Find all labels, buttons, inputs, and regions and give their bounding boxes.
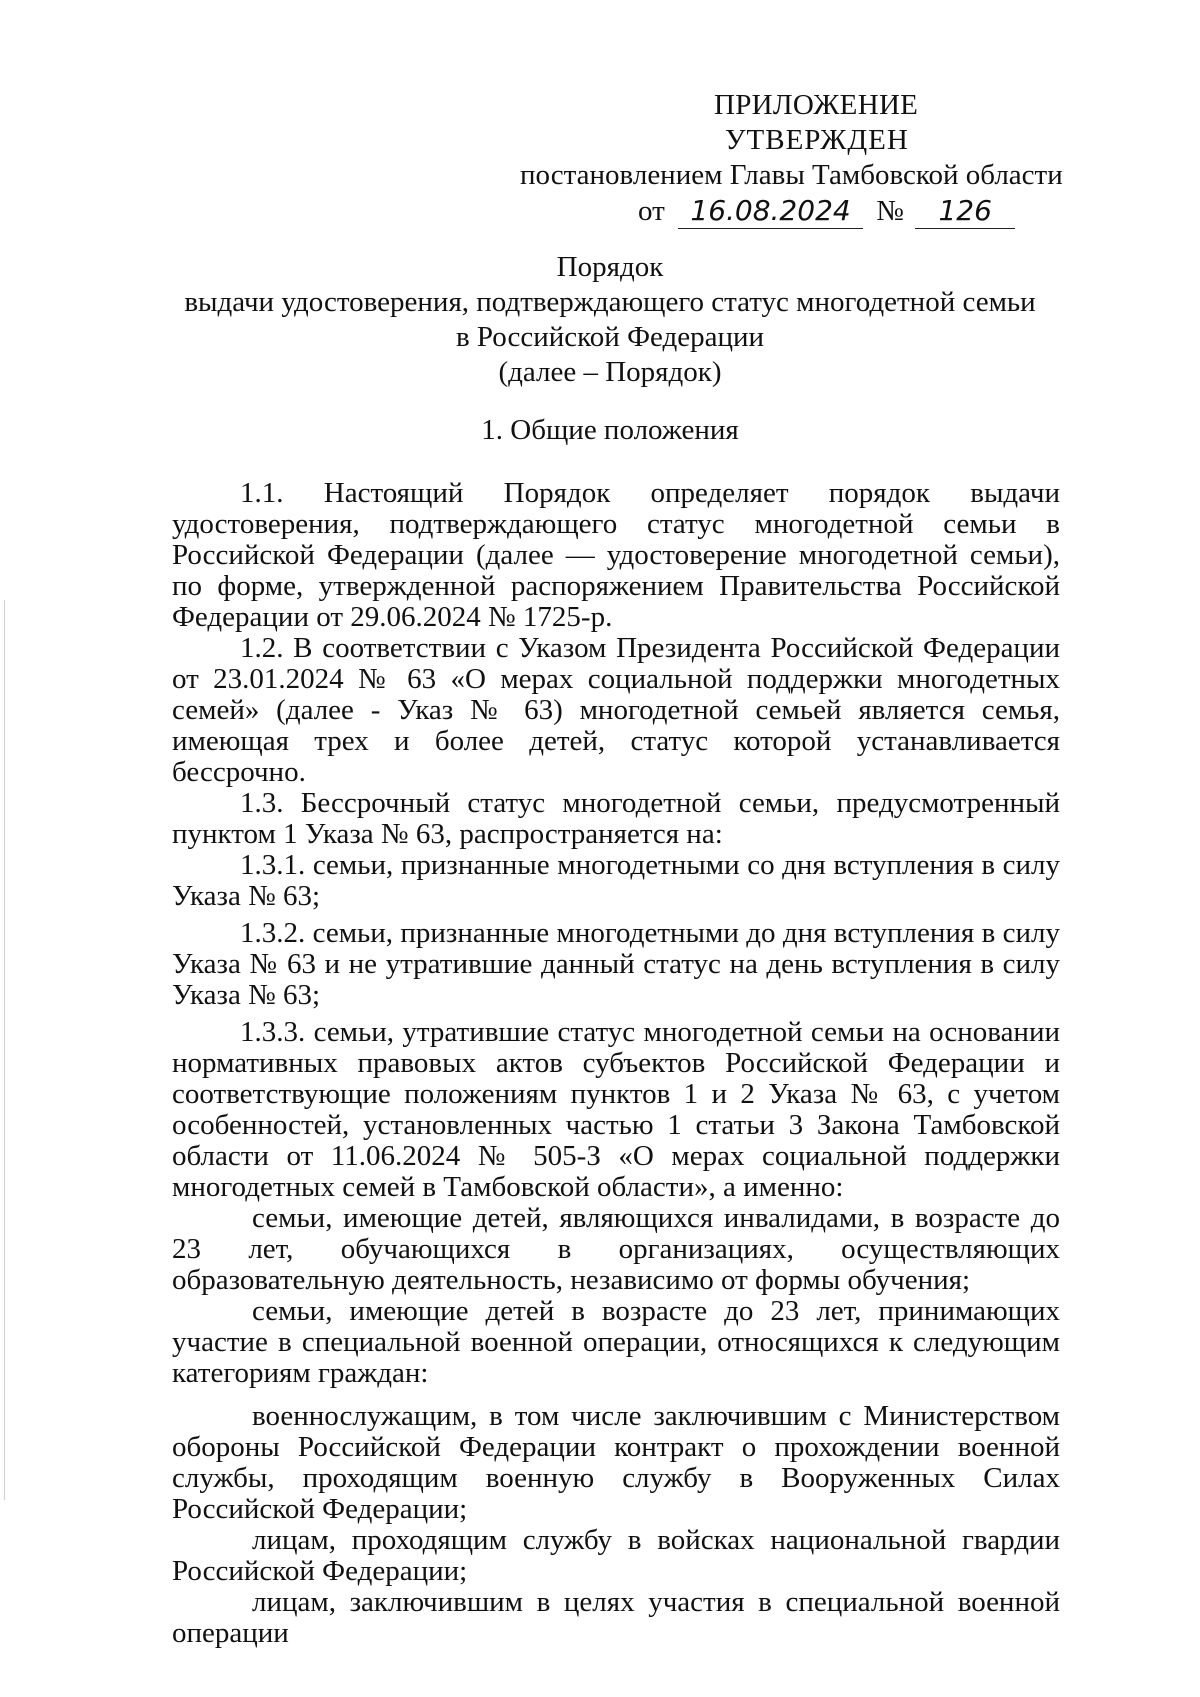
paragraph-servicemen: военнослужащим, в том числе заключившим с Министерством обороны Российской Федерации контракт о прохождении военной службы, проходящим военную службу в Вооруженных Силах Российской Федерации; [172, 1400, 1060, 1525]
paragraph-national-guard: лицам, проходящим службу в войсках национальной гвардии Российской Федерации; [172, 1524, 1060, 1587]
header-approved: УТВЕРЖДЕН [725, 124, 909, 156]
header-date-line [520, 193, 1080, 229]
paragraph-1-3-3: 1.3.3. семьи, утратившие статус многодетной семьи на основании нормативных правовых актов субъектов Российской Федерации и соответствующие положениям пунктов 1 и 2 Указа № 63, с учетом особенностей, установленных частью 1 статьи 3 Закона Тамбовской области от 11.06.2024 № 505-З «О мерах социальной поддержки многодетных семей в Тамбовской области», а именно: [172, 1016, 1060, 1203]
title-line-3: в Российской Федерации [455, 321, 765, 353]
handwritten-number: 126 [915, 193, 1015, 229]
paragraph-svo-children: семьи, имеющие детей в возрасте до 23 лет, принимающих участие в специальной военной операции, относящихся к следующим категориям граждан: [172, 1295, 1060, 1389]
header-appendix: ПРИЛОЖЕНИЕ [714, 89, 919, 121]
header-resolution: постановлением Главы Тамбовской области [520, 159, 1063, 191]
number-prefix: № [876, 195, 904, 227]
title-line-1: Порядок [556, 251, 664, 283]
paragraph-1-1: 1.1. Настоящий Порядок определяет порядок выдачи удостоверения, подтверждающего статус многодетной семьи в Российской Федерации (далее — удостоверение многодетной семьи), по форме, утвержденной распоряжением Правительства Российской Федерации от 29.06.2024 № 1725-р. [172, 477, 1060, 633]
title-line-2: выдачи удостоверения, подтверждающего статус многодетной семьи [184, 286, 1036, 318]
paragraph-contract-persons: лицам, заключившим в целях участия в специальной военной операции [172, 1586, 1060, 1649]
scan-edge-line [4, 600, 5, 1500]
paragraph-1-3-1: 1.3.1. семьи, признанные многодетными со дня вступления в силу Указа № 63; [172, 849, 1060, 912]
paragraph-1-3-2: 1.3.2. семьи, признанные многодетными до дня вступления в силу Указа № 63 и не утратившие данный статус на день вступления в силу Указа № 63; [172, 917, 1060, 1011]
handwritten-date: 16.08.2024 [678, 193, 863, 229]
document-body [172, 478, 1060, 1649]
section-heading: 1. Общие положения [481, 414, 739, 446]
paragraph-disabled-children: семьи, имеющие детей, являющихся инвалидами, в возрасте до 23 лет, обучающихся в организациях, осуществляющих образовательную деятельность, независимо от формы обучения; [172, 1202, 1060, 1296]
paragraph-1-3: 1.3. Бессрочный статус многодетной семьи, предусмотренный пунктом 1 Указа № 63, распространяется на: [172, 787, 1060, 850]
approval-header [520, 88, 1080, 229]
paragraph-1-2: 1.2. В соответствии с Указом Президента Российской Федерации от 23.01.2024 № 63 «О мерах социальной поддержки многодетных семей» (далее - Указ № 63) многодетной семьей является семья, имеющая трех и более детей, статус которой устанавливается бессрочно. [172, 632, 1060, 788]
title-line-4: (далее – Порядок) [498, 356, 722, 388]
date-prefix: от [638, 195, 665, 227]
document-title [160, 250, 1060, 390]
